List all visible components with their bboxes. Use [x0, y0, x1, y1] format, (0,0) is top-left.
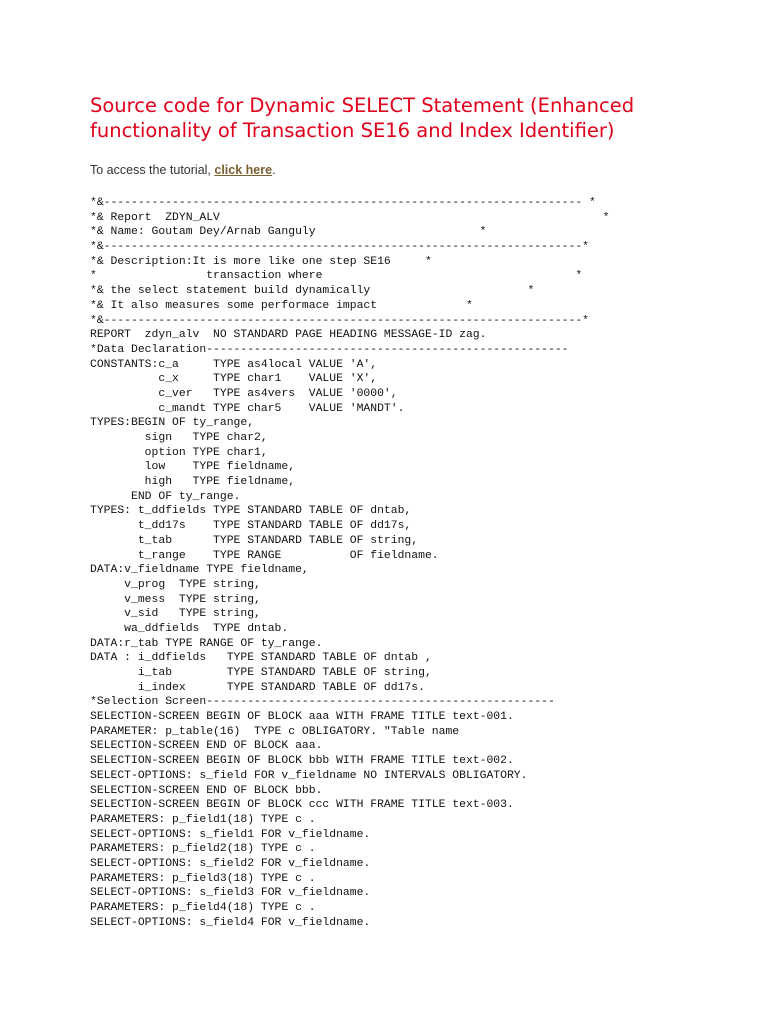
code-line: *& the select statement build dynamically *	[90, 285, 535, 298]
code-line: PARAMETERS: p_field2(18) TYPE c .	[90, 843, 316, 856]
code-line: DATA:v_fieldname TYPE fieldname,	[90, 564, 309, 577]
code-line: t_range TYPE RANGE OF fieldname.	[90, 549, 439, 562]
code-line: *& Report ZDYN_ALV *	[90, 211, 610, 224]
code-line: SELECT-OPTIONS: s_field3 FOR v_fieldname.	[90, 887, 371, 900]
code-line: c_mandt TYPE char5 VALUE 'MANDT'.	[90, 402, 405, 415]
code-line: TYPES:BEGIN OF ty_range,	[90, 417, 255, 430]
code-line: v_sid TYPE string,	[90, 608, 261, 621]
code-line: SELECTION-SCREEN BEGIN OF BLOCK aaa WITH FRAME TITLE text-001.	[90, 711, 514, 724]
code-line: *Data Declaration-----------------------------------------------------	[90, 343, 569, 356]
code-line: END OF ty_range.	[90, 490, 241, 503]
page-title	[90, 93, 730, 143]
code-line: low TYPE fieldname,	[90, 461, 296, 474]
code-line: *& It also measures some performace impact *	[90, 299, 473, 312]
code-line: SELECT-OPTIONS: s_field FOR v_fieldname NO INTERVALS OBLIGATORY.	[90, 769, 528, 782]
code-line: PARAMETER: p_table(16) TYPE c OBLIGATORY. "Table name	[90, 725, 460, 738]
code-line: SELECTION-SCREEN BEGIN OF BLOCK bbb WITH FRAME TITLE text-002.	[90, 755, 514, 768]
code-line: CONSTANTS:c_a TYPE as4local VALUE 'A',	[90, 358, 378, 371]
code-line: *&----------------------------------------------------------------------*	[90, 241, 589, 254]
page-title-line-2: functionality of Transaction SE16 and Index Identifier)	[90, 119, 615, 142]
code-line: v_mess TYPE string,	[90, 593, 261, 606]
source-code-block	[90, 196, 750, 930]
code-line: SELECT-OPTIONS: s_field1 FOR v_fieldname.	[90, 828, 371, 841]
code-line: *&----------------------------------------------------------------------*	[90, 314, 589, 327]
code-line: PARAMETERS: p_field1(18) TYPE c .	[90, 813, 316, 826]
tutorial-intro	[90, 162, 276, 178]
code-line: v_prog TYPE string,	[90, 578, 261, 591]
code-line: i_index TYPE STANDARD TABLE OF dd17s.	[90, 681, 425, 694]
code-line: c_ver TYPE as4vers VALUE '0000',	[90, 387, 398, 400]
code-line: t_dd17s TYPE STANDARD TABLE OF dd17s,	[90, 520, 412, 533]
tutorial-link[interactable]: click here	[214, 163, 273, 177]
code-line: *& Name: Goutam Dey/Arnab Ganguly *	[90, 226, 487, 239]
code-line: SELECT-OPTIONS: s_field2 FOR v_fieldname.	[90, 857, 371, 870]
code-line: TYPES: t_ddfields TYPE STANDARD TABLE OF dntab,	[90, 505, 412, 518]
code-line: option TYPE char1,	[90, 446, 268, 459]
code-line: t_tab TYPE STANDARD TABLE OF string,	[90, 534, 419, 547]
code-line: *& Description:It is more like one step SE16 *	[90, 255, 432, 268]
code-line: wa_ddfields TYPE dntab.	[90, 622, 289, 635]
code-line: DATA:r_tab TYPE RANGE OF ty_range.	[90, 637, 323, 650]
code-line: *Selection Screen---------------------------------------------------	[90, 696, 555, 709]
code-line: i_tab TYPE STANDARD TABLE OF string,	[90, 667, 432, 679]
code-line: PARAMETERS: p_field4(18) TYPE c .	[90, 902, 316, 914]
intro-text: To access the tutorial,	[90, 163, 215, 177]
code-line: SELECT-OPTIONS: s_field4 FOR v_fieldname.	[90, 916, 371, 929]
code-line: SELECTION-SCREEN END OF BLOCK aaa.	[90, 740, 323, 753]
page-title-line-1: Source code for Dynamic SELECT Statement (Enhanced	[90, 94, 635, 117]
code-line: REPORT zdyn_alv NO STANDARD PAGE HEADING MESSAGE-ID zag.	[90, 329, 487, 342]
intro-suffix: .	[272, 163, 276, 177]
code-line: SELECTION-SCREEN END OF BLOCK bbb.	[90, 784, 323, 797]
code-line: sign TYPE char2,	[90, 432, 268, 444]
code-line: SELECTION-SCREEN BEGIN OF BLOCK ccc WITH FRAME TITLE text-003.	[90, 799, 514, 812]
code-line: PARAMETERS: p_field3(18) TYPE c .	[90, 872, 316, 885]
code-line: *&---------------------------------------------------------------------- *	[90, 197, 596, 209]
code-line: * transaction where *	[90, 270, 583, 283]
code-line: high TYPE fieldname,	[90, 476, 296, 489]
code-line: c_x TYPE char1 VALUE 'X',	[90, 373, 378, 386]
code-line: DATA : i_ddfields TYPE STANDARD TABLE OF dntab ,	[90, 652, 432, 665]
